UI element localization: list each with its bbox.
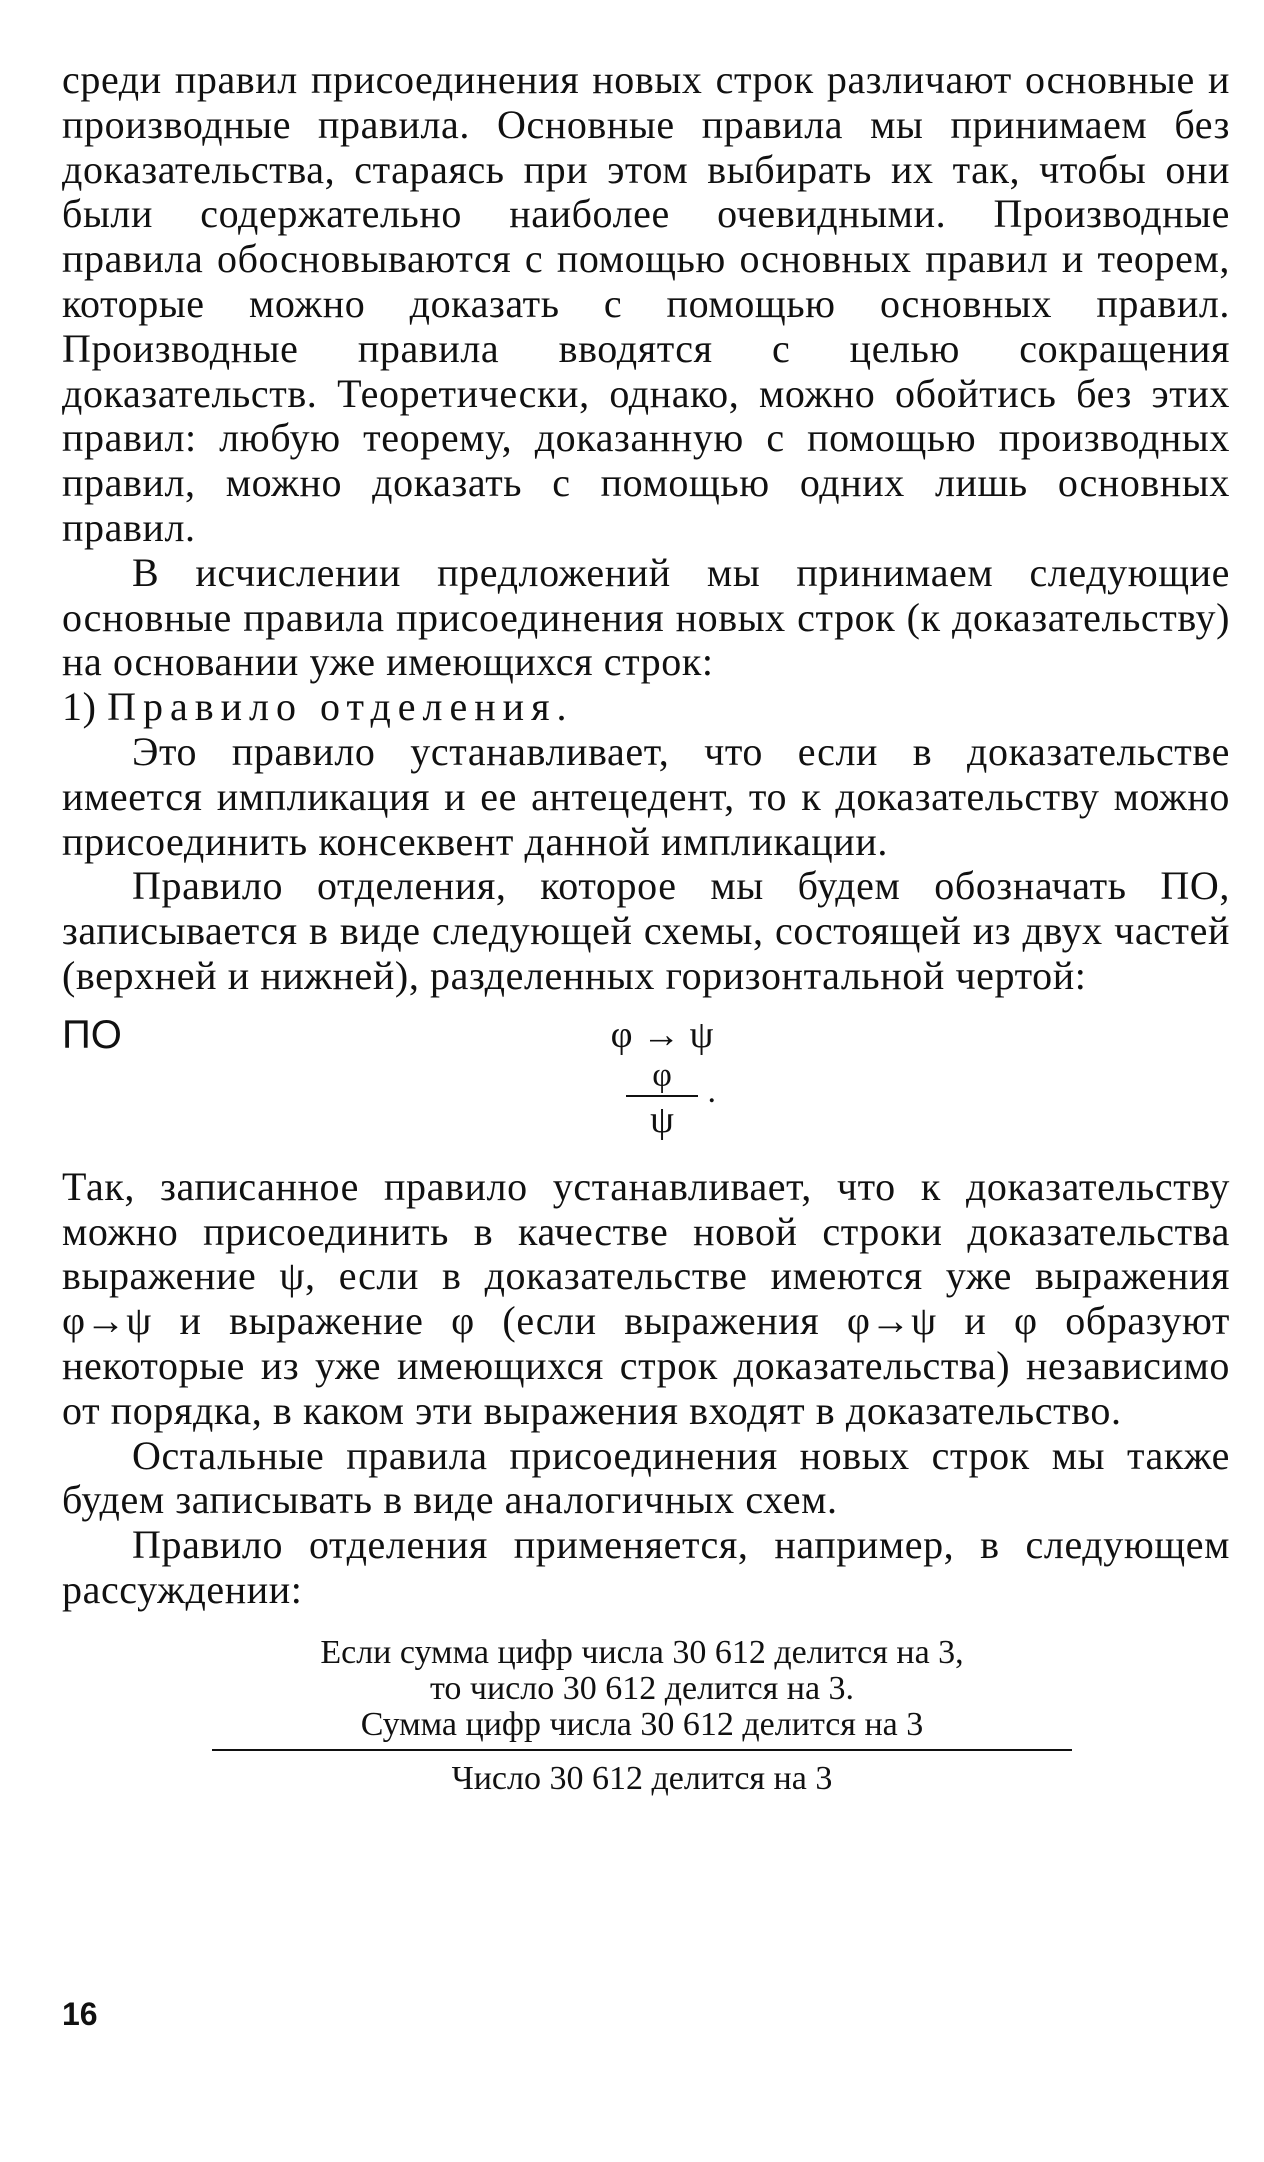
formula-label: ПО [62, 1012, 122, 1057]
page-number: 16 [62, 1996, 98, 2032]
rule-heading [62, 685, 1230, 730]
paragraph-rule-notation: Правило отделения, которое мы будем обозначать ПО, записывается в виде следующей схемы, состоящей из двух частей (верхней и нижней), разделенных горизонтальной чертой: [62, 863, 1230, 998]
book-page [62, 58, 1230, 1797]
schema-divider [626, 1072, 716, 1110]
schema-premise-implication: φ → ψ [610, 1013, 714, 1056]
schema-conclusion: ψ [650, 1098, 674, 1141]
example-premise-2: Сумма цифр числа 30 612 делится на 3 [360, 1705, 924, 1743]
paragraph-intro: среди правил присоединения новых строк различают основные и производные правила. Основные правила мы принимаем без доказательства, стараясь при этом выбирать их так, чтобы они были содержательно наиболее очевидными. Производные правила обосновываются с помощью основных правил и теорем, которые можно доказать с помощью основных правил. Производные правила вводятся с целью сокращения доказательств. Теоретически, однако, можно обойтись без этих правил: любую теорему, доказанную с помощью производных правил, можно доказать с помощью одних лишь основных правил. [62, 57, 1230, 550]
example-reasoning [212, 1635, 1072, 1797]
rule-number: 1) [62, 684, 108, 730]
example-conclusion: Число 30 612 делится на 3 [451, 1759, 833, 1797]
example-divider [212, 1749, 1072, 1751]
example-premise-1: Если сумма цифр числа 30 612 делится на 3, [320, 1633, 964, 1671]
paragraph-other-rules: Остальные правила присоединения новых строк мы также будем записывать в виде аналогичных схем. [62, 1432, 1230, 1523]
paragraph-example-intro: Правило отделения применяется, например, в следующем рассуждении: [62, 1522, 1230, 1612]
paragraph-basic-rules: В исчислении предложений мы принимаем следующие основные правила присоединения новых строк (к доказательству) на основании уже имеющихся строк: [62, 549, 1230, 685]
schema-premise-antecedent: φ [652, 1056, 672, 1094]
paragraph-rule-description: Это правило устанавливает, что если в доказательстве имеется импликация и ее антецедент, то к доказательству можно присоединить консеквент данной импликации. [62, 728, 1230, 864]
formula-block [62, 1013, 1230, 1165]
rule-title: Правило отделения. [107, 684, 574, 730]
example-premise-1-cont: то число 30 612 делится на 3. [429, 1669, 855, 1707]
paragraph-schema-explanation: Так, записанное правило устанавливает, что к доказательству можно присоединить в качестве новой строки доказательства выражение ψ, если в доказательстве имеются уже выражения φ→ψ и выражение φ (если выражения φ→ψ и φ образуют некоторые из уже имеющихся строк доказательства) независимо от порядка, в каком эти выражения входят в доказательство. [62, 1163, 1230, 1433]
inference-schema [582, 1013, 742, 1143]
schema-period: . [707, 1072, 716, 1110]
